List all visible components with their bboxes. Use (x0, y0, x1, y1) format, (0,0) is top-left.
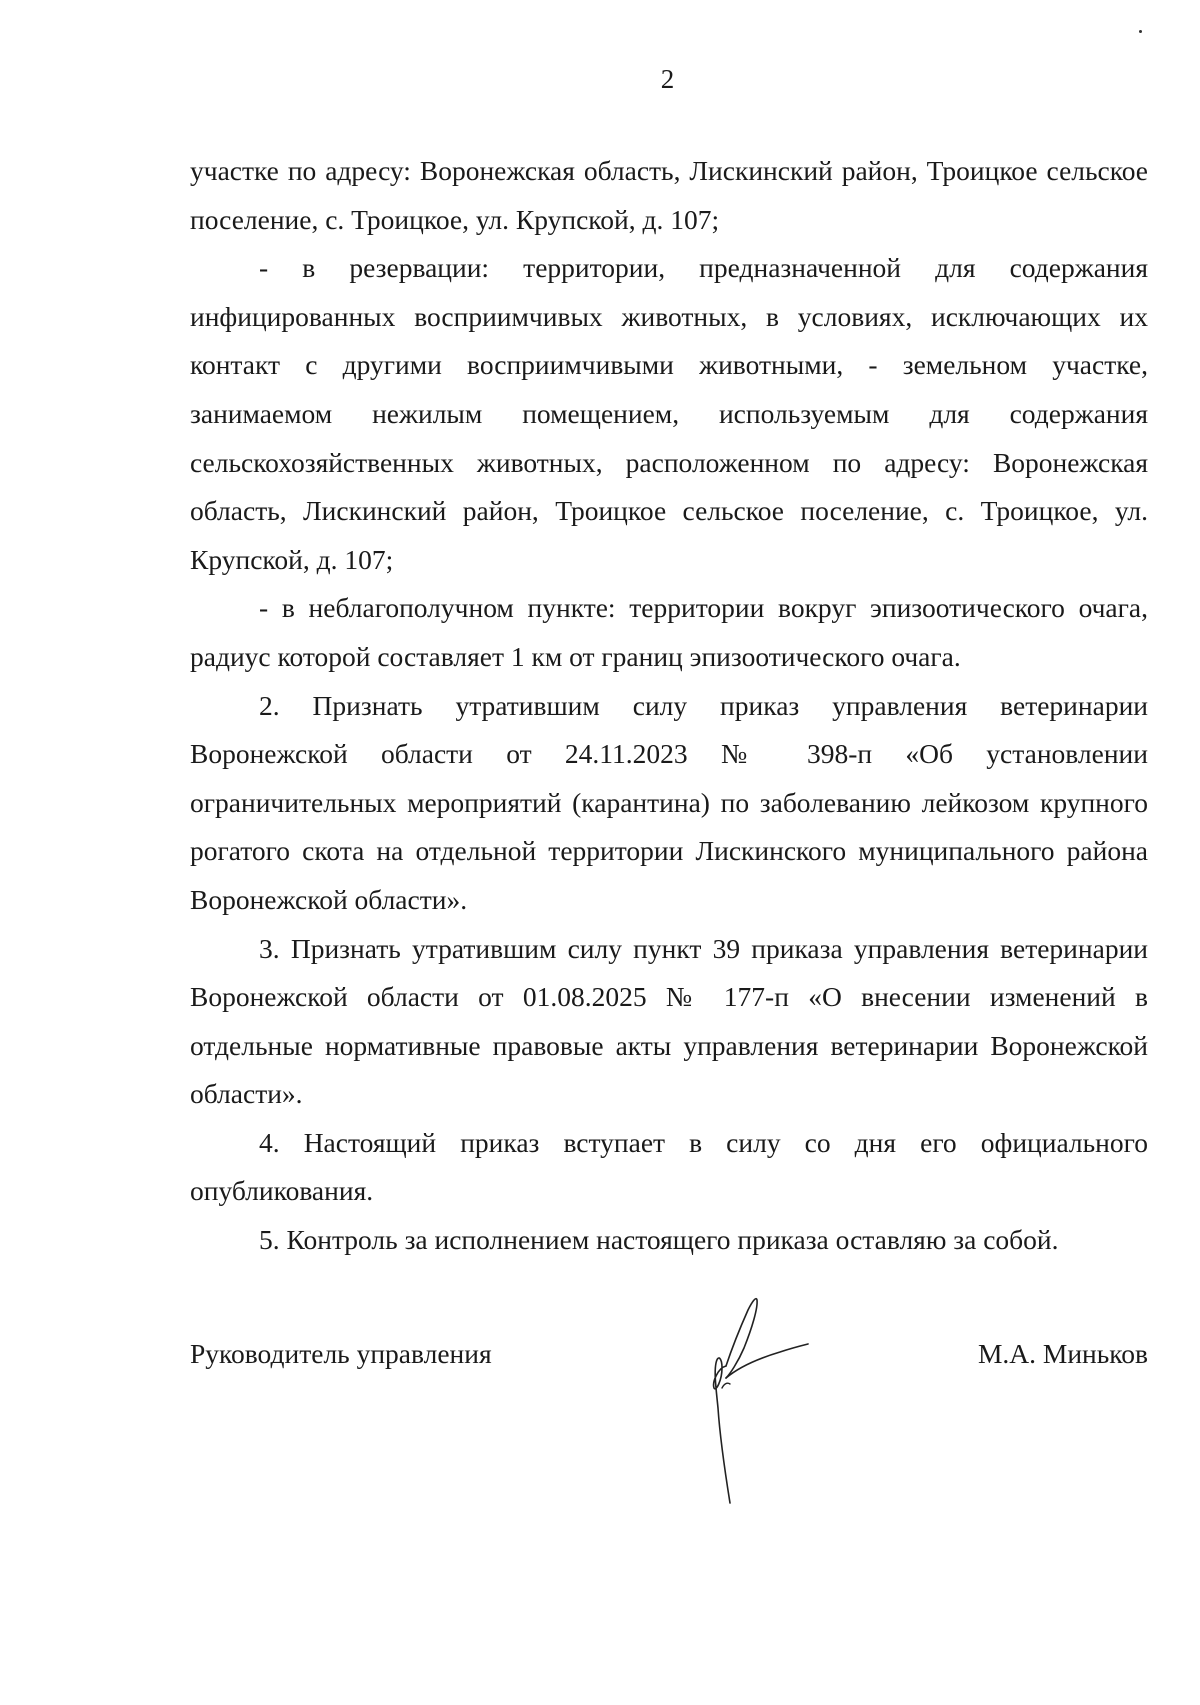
signer-name: М.А. Миньков (977, 1338, 1148, 1369)
paragraph-item-2: 2. Признать утратившим силу приказ управления ветеринарии Воронежской области от 24.11.2023 № 398-п «Об установлении ограничительных мероприятий (карантина) по заболеванию лейкозом крупного рогатого скота на отдельной территории Лискинского муниципального района Воронежской области». (190, 689, 1148, 915)
paragraph-item-5: 5. Контроль за исполнением настоящего приказа оставляю за собой. (259, 1224, 1059, 1256)
paragraph-reservation: - в резервации: территории, предназначенной для содержания инфицированных восприимчивых животных, в условиях, исключающих их контакт с другими восприимчивыми животными, - земельном участке, занимаемом нежилым помещением, используемым для содержания сельскохозяйственных животных, расположенном по адресу: Воронежская область, Лискинский район, Троицкое сельское поселение, с. Троицкое, ул. Крупской, д. 107; (190, 252, 1148, 575)
paragraph-item-4: 4. Настоящий приказ вступает в силу со дня его официального опубликования. (190, 1126, 1148, 1207)
paragraph-unfavorable-point: - в неблагополучном пункте: территории вокруг эпизоотического очага, радиус которой составляет 1 км от границ эпизоотического очага. (190, 592, 1148, 672)
page-number: 2 (660, 64, 675, 94)
signature-block (190, 1330, 1148, 1390)
paragraph-continuation: участке по адресу: Воронежская область, Лискинский район, Троицкое сельское поселение, с. Троицкое, ул. Крупской, д. 107; (190, 155, 1148, 235)
paragraph-item-3: 3. Признать утратившим силу пункт 39 приказа управления ветеринарии Воронежской области от 01.08.2025 № 177-п «О внесении изменений в отдельные нормативные правовые акты управления ветеринарии Воронежской области». (190, 932, 1148, 1110)
scan-speck (1139, 30, 1142, 33)
handwritten-signature (700, 1288, 820, 1513)
document-body (190, 147, 1148, 1265)
signer-position: Руководитель управления (190, 1338, 492, 1369)
